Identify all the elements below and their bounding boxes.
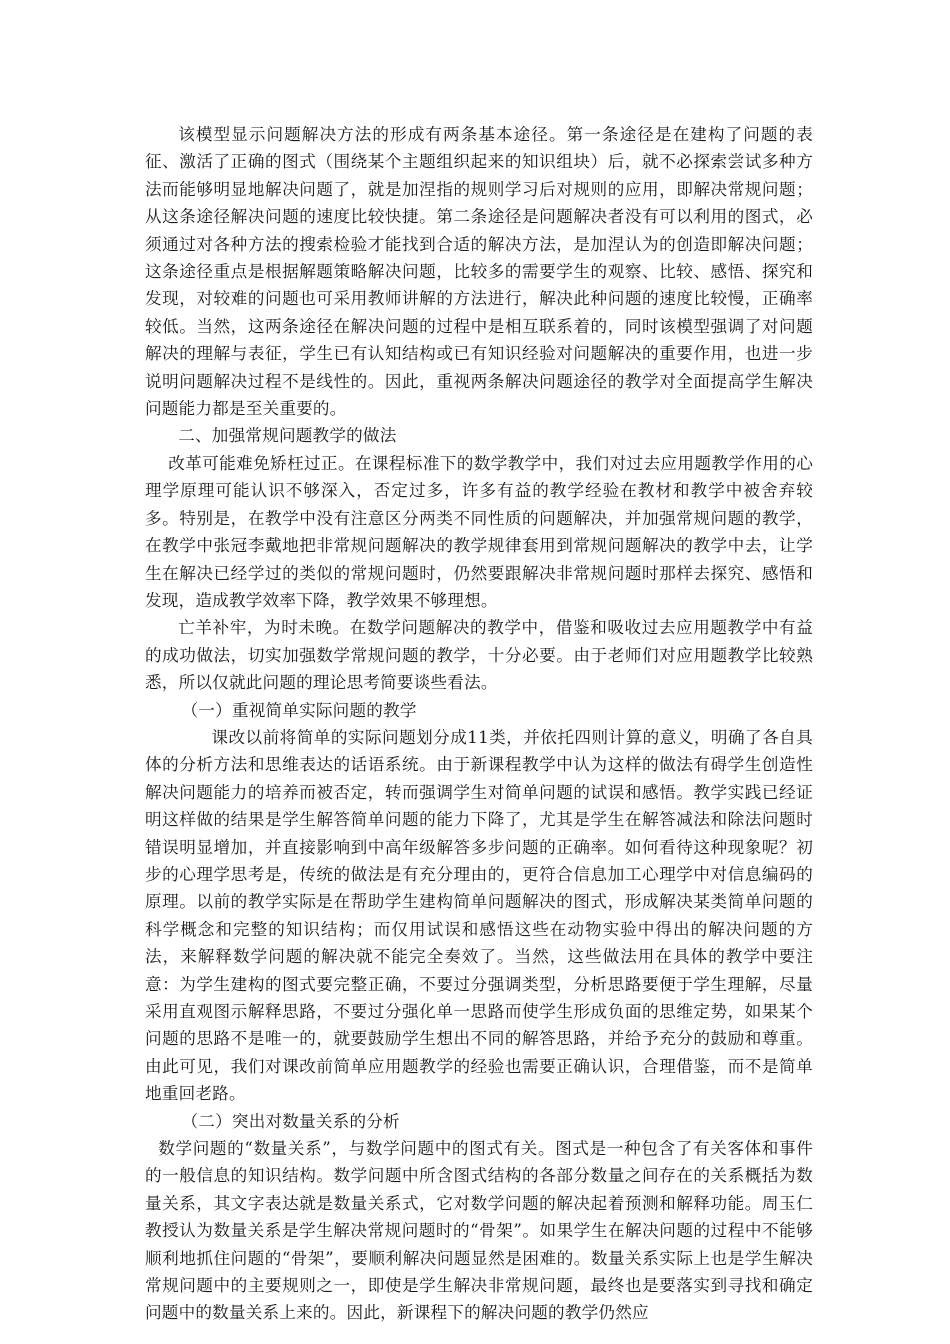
paragraph-remedy: 亡羊补牢，为时未晚。在数学问题解决的教学中，借鉴和吸收过去应用题教学中有益的成功做法，切实加强数学常规问题的教学，十分必要。由于老师们对应用题教学比较熟悉，所以仅就此问题的理论思考简要谈些看法。 (145, 618, 813, 693)
subsection-heading-quantity-relations: （二）突出对数量关系的分析 (181, 1111, 400, 1131)
paragraph-quantity-relations: 数学问题的“数量关系”，与数学问题中的图式有关。图式是一种包含了有关客体和事件的一般信息的知识结构。数学问题中所含图式结构的各部分数量之间存在的关系概括为数量关系，其文字表达就是数量关系式，它对数学问题的解决起着预测和解释功能。周玉仁教授认为数量关系是学生解决常规问题时的“骨架”。如果学生在解决问题的过程中不能够顺利地抓住问题的“骨架”，要顺利解决问题显然是困难的。数量关系实际上也是学生解决常规问题中的主要规则之一，即使是学生解决非常规问题，最终也是要落实到寻找和确定问题中的数量关系上来的。因此，新课程下的解决问题的教学仍然应 (145, 1139, 813, 1323)
document-page (145, 121, 813, 1327)
subsection-heading-simple-problems: （一）重视简单实际问题的教学 (181, 700, 417, 720)
paragraph-reform-overcorrection: 改革可能难免矫枉过正。在课程标准下的数学教学中，我们对过去应用题教学作用的心理学原理可能认识不够深入，否定过多，许多有益的教学经验在教材和教学中被舍弃较多。特别是，在教学中没有注意区分两类不同性质的问题解决，并加强常规问题的教学，在教学中张冠李戴地把非常规问题解决的教学规律套用到常规问题解决的教学中去，让学生在解决已经学过的类似的常规问题时，仍然要跟解决非常规问题时那样去探究、感悟和发现，造成教学效率下降，教学效果不够理想。 (145, 453, 813, 610)
section-heading-routine-problems: 二、加强常规问题教学的做法 (178, 426, 397, 446)
paragraph-model-paths: 该模型显示问题解决方法的形成有两条基本途径。第一条途径是在建构了问题的表征、激活了正确的图式（围绕某个主题组织起来的知识组块）后，就不必探索尝试多种方法而能够明显地解决问题了，就是加涅指的规则学习后对规则的应用，即解决常规问题；从这条途径解决问题的速度比较快捷。第二条途径是问题解决者没有可以利用的图式，必须通过对各种方法的搜索检验才能找到合适的解决方法，是加涅认为的创造即解决问题；这条途径重点是根据解题策略解决问题，比较多的需要学生的观察、比较、感悟、探究和发现，对较难的问题也可采用教师讲解的方法进行，解决此种问题的速度比较慢，正确率较低。当然，这两条途径在解决问题的过程中是相互联系着的，同时该模型强调了对问题解决的理解与表征，学生已有认知结构或已有知识经验对问题解决的重要作用，也进一步说明问题解决过程不是线性的。因此，重视两条解决问题途径的教学对全面提高学生解决问题能力都是至关重要的。 (145, 125, 813, 419)
paragraph-simple-problems: 课改以前将简单的实际问题划分成11类，并依托四则计算的意义，明确了各自具体的分析方法和思维表达的话语系统。由于新课程教学中认为这样的做法有碍学生创造性解决问题能力的培养而被否定，转而强调学生对简单问题的试误和感悟。教学实践已经证明这样做的结果是学生解答简单问题的能力下降了，尤其是学生在解答减法和除法问题时错误明显增加，并直接影响到中高年级解答多步问题的正确率。如何看待这种现象呢？初步的心理学思考是，传统的做法是有充分理由的，更符合信息加工心理学中对信息编码的原理。以前的教学实际是在帮助学生建构简单问题解决的图式，形成解决某类简单问题的科学概念和完整的知识结构；而仅用试误和感悟这些在动物实验中得出的解决问题的方法，来解释数学问题的解决就不能完全奏效了。当然，这些做法用在具体的教学中要注意：为学生建构的图式要完整正确，不要过分强调类型，分析思路要便于学生理解，尽量采用直观图示解释思路，不要过分强化单一思路而使学生形成负面的思维定势，如果某个问题的思路不是唯一的，就要鼓励学生想出不同的解答思路，并给予充分的鼓励和尊重。由此可见，我们对课改前简单应用题教学的经验也需要正确认识，合理借鉴，而不是简单地重回老路。 (145, 727, 813, 1104)
